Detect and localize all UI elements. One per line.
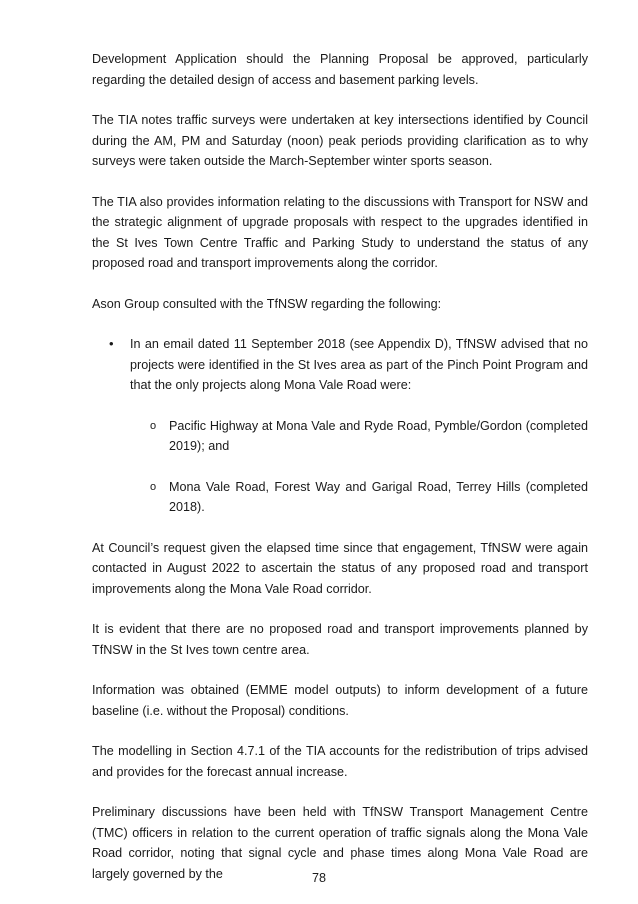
paragraph-modelling: The modelling in Section 4.7.1 of the TIA accounts for the redistribution of trips advised and provides for the forecast annual increase. <box>92 744 588 779</box>
paragraph-council-request: At Council’s request given the elapsed time since that engagement, TfNSW were again contacted in August 2022 to ascertain the status of any proposed road and transport improvements along the Mona Vale Road corridor. <box>92 540 588 596</box>
paragraph-traffic-surveys: The TIA notes traffic surveys were undertaken at key intersections identified by Council during the AM, PM and Saturday (noon) peak periods providing clarification as to why surveys were taken outside the March-September winter sports season. <box>92 113 588 168</box>
page-number: 78 <box>311 871 326 885</box>
sub-bullet-marker: o <box>150 480 157 493</box>
sub-list <box>130 416 588 518</box>
document-page <box>92 49 588 904</box>
paragraph-tfnsw-discussions: The TIA also provides information relating to the discussions with Transport for NSW and the strategic alignment of upgrade proposals with respect to the upgrades identified in the St Ives Town Centre Traffic and Parking Study to understand the status of any proposed road and transport improvements along the corridor. <box>92 194 588 270</box>
paragraph-emme-outputs: Information was obtained (EMME model outputs) to inform development of a future baseline (i.e. without the Proposal) conditions. <box>92 683 588 718</box>
bullet-marker: • <box>109 336 114 351</box>
sub-list-item <box>130 477 588 518</box>
paragraph-da-design: Development Application should the Planning Proposal be approved, particularly regarding the detailed design of access and basement parking levels. <box>92 52 588 87</box>
paragraph-tmc-discussions: Preliminary discussions have been held with TfNSW Transport Management Centre (TMC) officers in relation to the current operation of traffic signals along the Mona Vale Road corridor, noting that signal cycle and phase times along Mona Vale Road are largely governed by the <box>92 805 588 881</box>
sub-item-mona-vale-road: Mona Vale Road, Forest Way and Garigal Road, Terrey Hills (completed 2018). <box>169 479 588 514</box>
sub-bullet-marker: o <box>150 419 157 432</box>
paragraph-no-improvements: It is evident that there are no proposed road and transport improvements planned by TfNSW in the St Ives town centre area. <box>92 622 588 657</box>
bullet-list <box>92 334 588 518</box>
list-item <box>92 334 588 518</box>
sub-item-pacific-highway: Pacific Highway at Mona Vale and Ryde Road, Pymble/Gordon (completed 2019); and <box>169 418 588 453</box>
bullet-text-email: In an email dated 11 September 2018 (see Appendix D), TfNSW advised that no projects were identified in the St Ives area as part of the Pinch Point Program and that the only projects along Mona Vale Road were: <box>130 337 588 392</box>
sub-list-item <box>130 416 588 457</box>
paragraph-ason-consulted: Ason Group consulted with the TfNSW regarding the following: <box>92 296 442 311</box>
